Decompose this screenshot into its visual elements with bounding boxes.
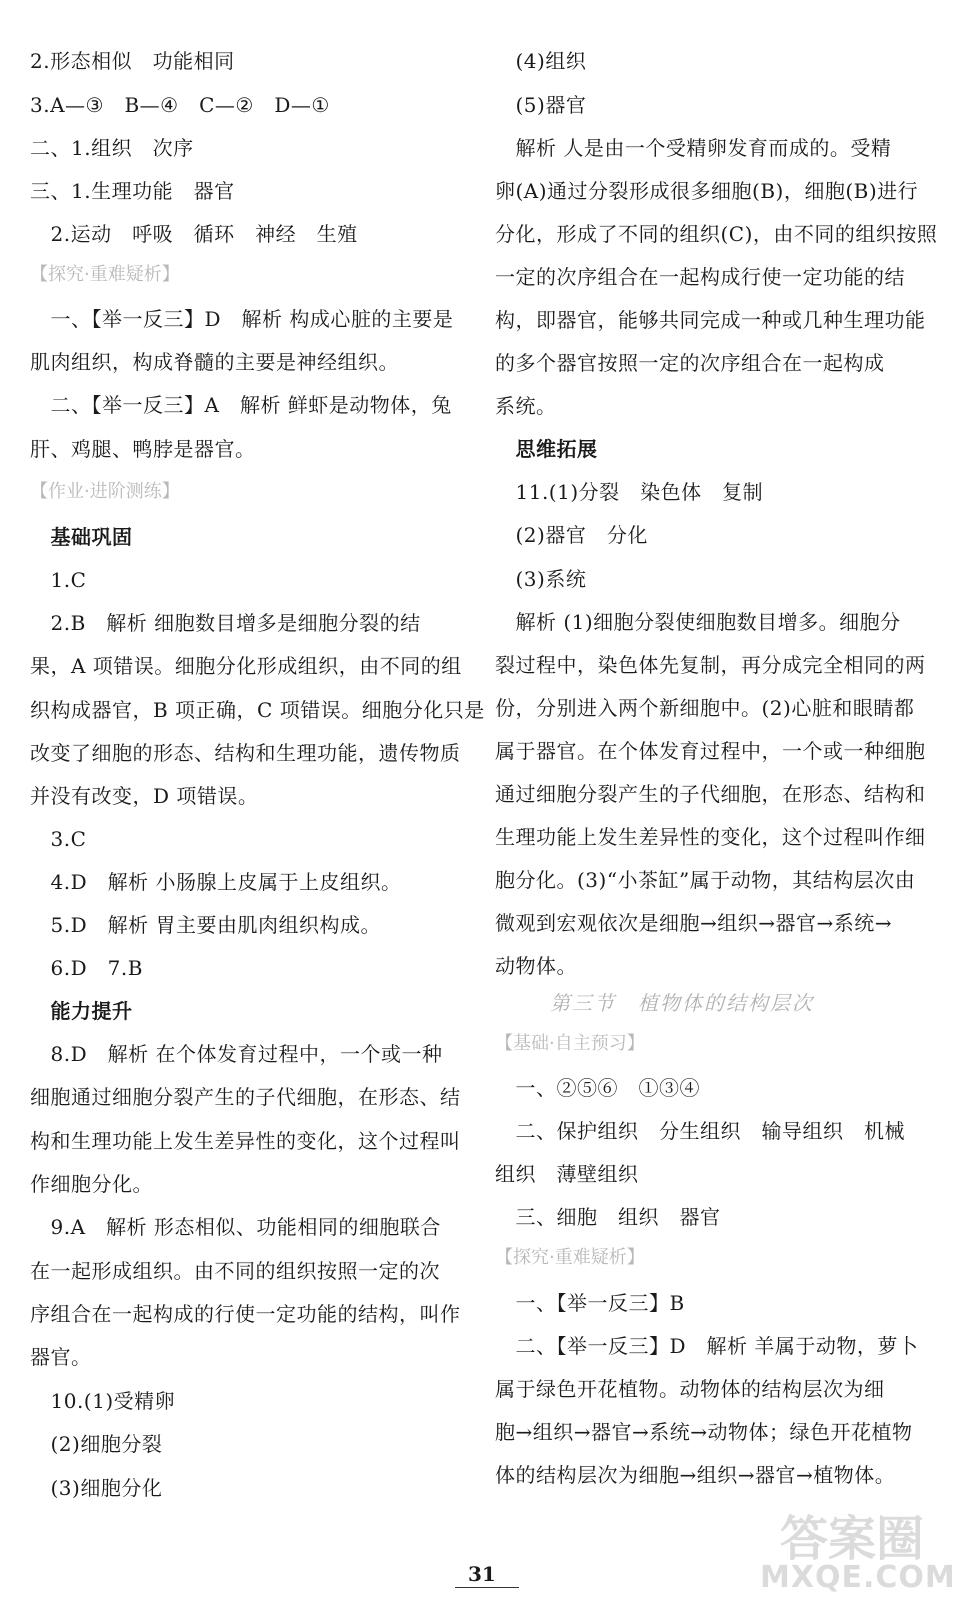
left-line-5: 【探究·重难疑析】 — [30, 264, 180, 285]
left-line-27: 9.A 解析 形态相似、功能相同的细胞联合 — [30, 1215, 441, 1239]
left-line-12: 1.C — [30, 568, 87, 592]
left-line-30: 器官。 — [30, 1345, 92, 1369]
left-line-6: 一、【举一反三】D 解析 构成心脏的主要是 — [30, 307, 454, 331]
right-line-1: (5)器官 — [495, 93, 587, 117]
right-line-26: 组织 薄壁组织 — [495, 1162, 639, 1186]
left-line-2: 二、1.组织 次序 — [30, 136, 194, 160]
right-line-15: 份，分别进入两个新细胞中。(2)心脏和眼睛都 — [495, 696, 915, 720]
right-line-31: 属于绿色开花植物。动物体的结构层次为细 — [495, 1377, 885, 1401]
right-line-2: 解析 人是由一个受精卵发育而成的。受精 — [495, 136, 892, 160]
right-line-6: 构，即器官，能够共同完成一种或几种生理功能 — [495, 308, 926, 332]
right-line-20: 微观到宏观依次是细胞→组织→器官→系统→ — [495, 911, 893, 935]
section-title: 第三节 植物体的结构层次 — [550, 991, 814, 1015]
left-line-3: 三、1.生理功能 器官 — [30, 179, 235, 203]
right-line-0: (4)组织 — [495, 49, 587, 73]
right-line-19: 胞分化。(3)“小茶缸”属于动物，其结构层次由 — [495, 868, 916, 892]
right-line-8: 系统。 — [495, 394, 557, 418]
left-line-26: 作细胞分化。 — [30, 1172, 153, 1196]
right-line-12: (3)系统 — [495, 567, 587, 591]
page-number-rule — [455, 1587, 519, 1588]
left-line-22: 能力提升 — [30, 999, 133, 1023]
left-line-23: 8.D 解析 在个体发育过程中，一个或一种 — [30, 1042, 443, 1066]
right-line-9: 思维拓展 — [495, 437, 598, 461]
left-line-11: 基础巩固 — [30, 525, 133, 549]
left-line-24: 细胞通过细胞分裂产生的子代细胞，在形态、结 — [30, 1085, 461, 1109]
left-line-10: 【作业·进阶测练】 — [30, 481, 180, 502]
right-line-18: 生理功能上发生差异性的变化，这个过程叫作细 — [495, 825, 926, 849]
left-line-4: 2.运动 呼吸 循环 神经 生殖 — [30, 222, 358, 246]
right-line-33: 体的结构层次为细胞→组织→器官→植物体。 — [495, 1463, 896, 1487]
right-line-14: 裂过程中，染色体先复制，再分成完全相同的两 — [495, 653, 926, 677]
right-line-21: 动物体。 — [495, 954, 577, 978]
watermark-text: MXQE.COM — [760, 1560, 956, 1595]
left-line-20: 5.D 解析 胃主要由肌肉组织构成。 — [30, 913, 381, 937]
page-number: 31 — [468, 1562, 496, 1586]
right-line-4: 分化，形成了不同的组织(C)，由不同的组织按照 — [495, 222, 938, 246]
left-line-17: 并没有改变，D 项错误。 — [30, 784, 259, 808]
right-line-29: 一、【举一反三】B — [495, 1291, 685, 1315]
watermark-icon: 答案圈 — [780, 1511, 925, 1567]
left-line-33: (3)细胞分化 — [30, 1476, 163, 1500]
right-line-13: 解析 (1)细胞分裂使细胞数目增多。细胞分 — [495, 610, 901, 634]
right-line-11: (2)器官 分化 — [495, 523, 648, 547]
right-line-27: 三、细胞 组织 器官 — [495, 1205, 721, 1229]
left-line-25: 构和生理功能上发生差异性的变化，这个过程叫 — [30, 1129, 461, 1153]
left-line-31: 10.(1)受精卵 — [30, 1389, 176, 1413]
right-line-25: 二、保护组织 分生组织 输导组织 机械 — [495, 1119, 905, 1143]
left-line-1: 3.A—③ B—④ C—② D—① — [30, 93, 330, 117]
left-line-32: (2)细胞分裂 — [30, 1432, 163, 1456]
left-line-28: 在一起形成组织。由不同的组织按照一定的次 — [30, 1259, 440, 1283]
left-line-16: 改变了细胞的形态、结构和生理功能，遗传物质 — [30, 741, 461, 765]
left-line-19: 4.D 解析 小肠腺上皮属于上皮组织。 — [30, 870, 402, 894]
right-line-3: 卵(A)通过分裂形成很多细胞(B)，细胞(B)进行 — [495, 179, 919, 203]
left-line-21: 6.D 7.B — [30, 956, 143, 980]
right-line-32: 胞→组织→器官→系统→动物体；绿色开花植物 — [495, 1420, 913, 1444]
right-line-30: 二、【举一反三】D 解析 羊属于动物，萝卜 — [495, 1334, 919, 1358]
left-line-8: 二、【举一反三】A 解析 鲜虾是动物体，兔 — [30, 393, 452, 417]
right-line-23: 【基础·自主预习】 — [495, 1033, 645, 1054]
left-line-14: 果，A 项错误。细胞分化形成组织，由不同的组 — [30, 654, 462, 678]
watermark-logo — [760, 1500, 970, 1595]
right-line-17: 通过细胞分裂产生的子代细胞，在形态、结构和 — [495, 782, 926, 806]
right-line-28: 【探究·重难疑析】 — [495, 1247, 645, 1268]
left-line-15: 织构成器官，B 项正确，C 项错误。细胞分化只是 — [30, 698, 485, 722]
right-line-10: 11.(1)分裂 染色体 复制 — [495, 480, 764, 504]
left-line-29: 序组合在一起构成的行使一定功能的结构，叫作 — [30, 1302, 461, 1326]
right-line-7: 的多个器官按照一定的次序组合在一起构成 — [495, 351, 885, 375]
right-line-24: 一、②⑤⑥ ①③④ — [495, 1076, 700, 1100]
left-line-0: 2.形态相似 功能相同 — [30, 49, 235, 73]
right-line-16: 属于器官。在个体发育过程中，一个或一种细胞 — [495, 739, 926, 763]
left-line-18: 3.C — [30, 827, 87, 851]
right-line-5: 一定的次序组合在一起构成行使一定功能的结 — [495, 265, 905, 289]
left-line-9: 肝、鸡腿、鸭脖是器官。 — [30, 437, 256, 461]
left-line-13: 2.B 解析 细胞数目增多是细胞分裂的结 — [30, 611, 421, 635]
left-line-7: 肌肉组织，构成脊髓的主要是神经组织。 — [30, 350, 399, 374]
